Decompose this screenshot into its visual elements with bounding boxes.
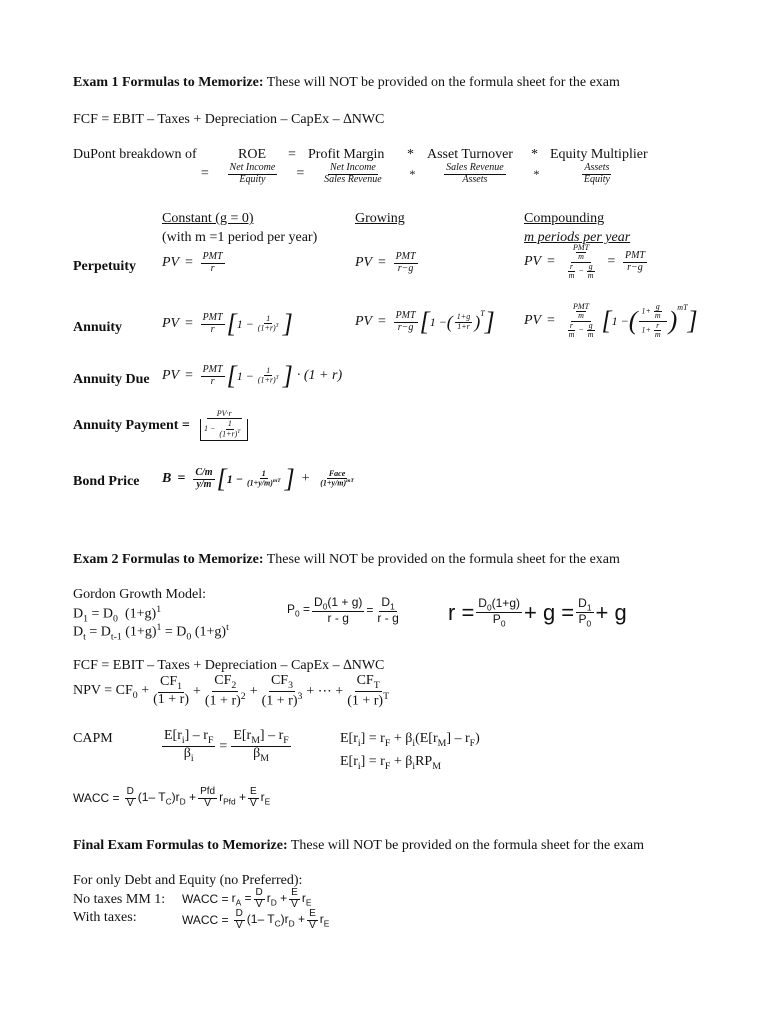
exam1-fcf: FCF = EBIT – Taxes + Depreciation – CapEx – ∆NWC [73, 112, 385, 127]
dupont-asset-turnover: Asset Turnover [427, 147, 513, 162]
dupont-ni-equity: $\frac{\text{Net Income}}{\text{Equity}}$ [229, 162, 276, 185]
exam2-fcf: FCF = EBIT – Taxes + Depreciation – CapEx – ∆NWC [73, 658, 385, 673]
capm-formula-1: $E[r_i] = r_F + \beta_i(E[r_M] - r_F)$ [340, 731, 480, 749]
dupont-profit-margin: Profit Margin [308, 147, 385, 162]
gordon-title: Gordon Growth Model: [73, 587, 206, 602]
label-perpetuity: Perpetuity [73, 259, 136, 274]
perpetuity-compounding: PV = PMT m $\frac{r}{m}$ − $\frac{g}{m}$ = $\frac{\text{PMT}}{r-g}$ [524, 243, 645, 281]
annuity-compounding: PV = PMT m $\frac{r}{m}$ − $\frac{g}{m}$ [ 1 − ( 1+ $\frac{g}{m}$ 1+ $\frac{r}{m}$ ) $^{mT}$ ] [524, 302, 698, 340]
capm-formula-2: $E[r_i] = r_F + \beta_iRP_M$ [340, 754, 441, 772]
dupont-ni-sales: $\frac{\text{Net Income}}{\text{Sales Revenue}}$ [324, 162, 382, 185]
npv-formula: NPV = $CF_0$ + $\frac{CF_1}{(1 + r)}$ + $\frac{CF_2}{(1 + r)^2}$ + $\frac{CF_3}{(1 + r)^3}$ + ⋯ + $\frac{CF_T}{(1 + r)^T}$ [73, 673, 390, 709]
label-annuity-due: Annuity Due [73, 372, 150, 387]
dupont-eq-2: = [200, 166, 210, 181]
exam1-heading [73, 75, 620, 91]
perpetuity-growing: PV = $\frac{\text{PMT}}{r-g}$ [355, 251, 416, 274]
bond-price-formula: B = $\frac{C/m}{y/m}$ [ 1 − $\frac{1}{(1+y/m)^{mT}}$ ] + $\frac{\text{Face}}{(1+y/m)^{mT}}$ [162, 464, 354, 493]
wacc-no-taxes: WACC = $r_A$ = $\frac{D}{V}$ $r_D$ + $\frac{E}{V}$ $r_E$ [182, 887, 312, 910]
exam1-heading-bold: Exam 1 Formulas to Memorize: [73, 75, 264, 90]
wacc-exam2: WACC = $\frac{D}{V}$ (1– $T_C)r_D$ + $\frac{\text{Pfd}}{V}$ $r_{Pfd}$ + $\frac{E}{V}$ $r_E$ [73, 786, 271, 809]
annuity-due-formula: PV = $\frac{\text{PMT}}{r}$ [ 1 − $\frac{1}{(1+r)^T}$ ] · (1 + r) [162, 361, 343, 390]
dupont-times-2: * [531, 147, 538, 162]
wacc-with-taxes: WACC = $\frac{D}{V}$ (1– $T_C)r_D$ + $\frac{E}{V}$ $r_E$ [182, 908, 330, 931]
dupont-times-1: * [407, 147, 414, 162]
exam1-heading-rest: These will NOT be provided on the formula sheet for the exam [263, 75, 620, 90]
dupont-assets-equity: $\frac{\text{Assets}}{\text{Equity}}$ [583, 162, 610, 185]
final-line1: For only Debt and Equity (no Preferred): [73, 873, 303, 888]
exam2-heading: Exam 2 Formulas to Memorize: These will NOT be provided on the formula sheet for the exam [73, 552, 620, 567]
gordon-p0-formula: $P_0$ = $\frac{D_0(1 + g)}{r - g}$ = $\frac{D_1}{r - g}$ [287, 595, 399, 626]
label-bond-price: Bond Price [73, 474, 140, 489]
final-line3: With taxes: [73, 910, 137, 925]
final-line2: No taxes MM 1: [73, 892, 166, 907]
col-growing: Growing [355, 211, 405, 226]
col-compounding-note: m periods per year [524, 230, 631, 245]
dupont-label: DuPont breakdown of [73, 147, 197, 162]
col-constant-note: (with m =1 period per year) [162, 230, 318, 245]
capm-ratio: $\frac{E[r_i] - r_F}{\beta_i}$ = $\frac{E[r_M] - r_F}{\beta_M}$ [164, 728, 289, 764]
label-annuity-payment: Annuity Payment = [73, 418, 190, 433]
dupont-fractions: = $\frac{\text{Net Income}}{\text{Equity}}$ = $\frac{\text{Net Income}}{\text{Sales Revenue}}$ * $\frac{\text{Sales Revenue}}{\text{Assets}}$ * $\frac{\text{Assets}}{\text{Equity}}$ [200, 163, 623, 185]
annuity-payment-formula: PV·r 1 − $\frac{1}{(1+r)^T}$ [200, 410, 248, 441]
dupont-eq-3: = [295, 166, 305, 181]
gordon-line2: $D_t = D_{t-1}$ $(1+g)^1 = D_0$ $(1+g)^t$ [73, 622, 229, 643]
dupont-equity-multiplier: Equity Multiplier [550, 147, 648, 162]
dupont-roe: ROE [238, 147, 266, 162]
dupont-eq: = [288, 147, 296, 162]
col-compounding: Compounding [524, 211, 605, 226]
label-annuity: Annuity [73, 320, 123, 335]
perpetuity-constant: PV = $\frac{\text{PMT}}{r}$ [162, 251, 223, 274]
dupont-sales-assets: $\frac{\text{Sales Revenue}}{\text{Assets}}$ [446, 162, 504, 185]
col-constant: Constant (g = 0) [162, 211, 254, 226]
capm-label: CAPM [73, 731, 113, 746]
gordon-r-formula: r = $\frac{D_0(1+g)}{P_0}$ + g = $\frac{D_1}{P_0}$ + g [448, 596, 627, 629]
annuity-constant: PV = $\frac{\text{PMT}}{r}$ [ 1 − $\frac{1}{(1+r)^T}$ ] [162, 309, 293, 338]
gordon-line1: $D_1 = D_0$ $(1+g)^1$ [73, 604, 162, 625]
annuity-growing: PV = $\frac{\text{PMT}}{r-g}$ [ 1 − ( $\frac{1+g}{1+r}$ ) $^T$ ] [355, 307, 495, 336]
final-heading: Final Exam Formulas to Memorize: These will NOT be provided on the formula sheet for the exam [73, 838, 645, 853]
